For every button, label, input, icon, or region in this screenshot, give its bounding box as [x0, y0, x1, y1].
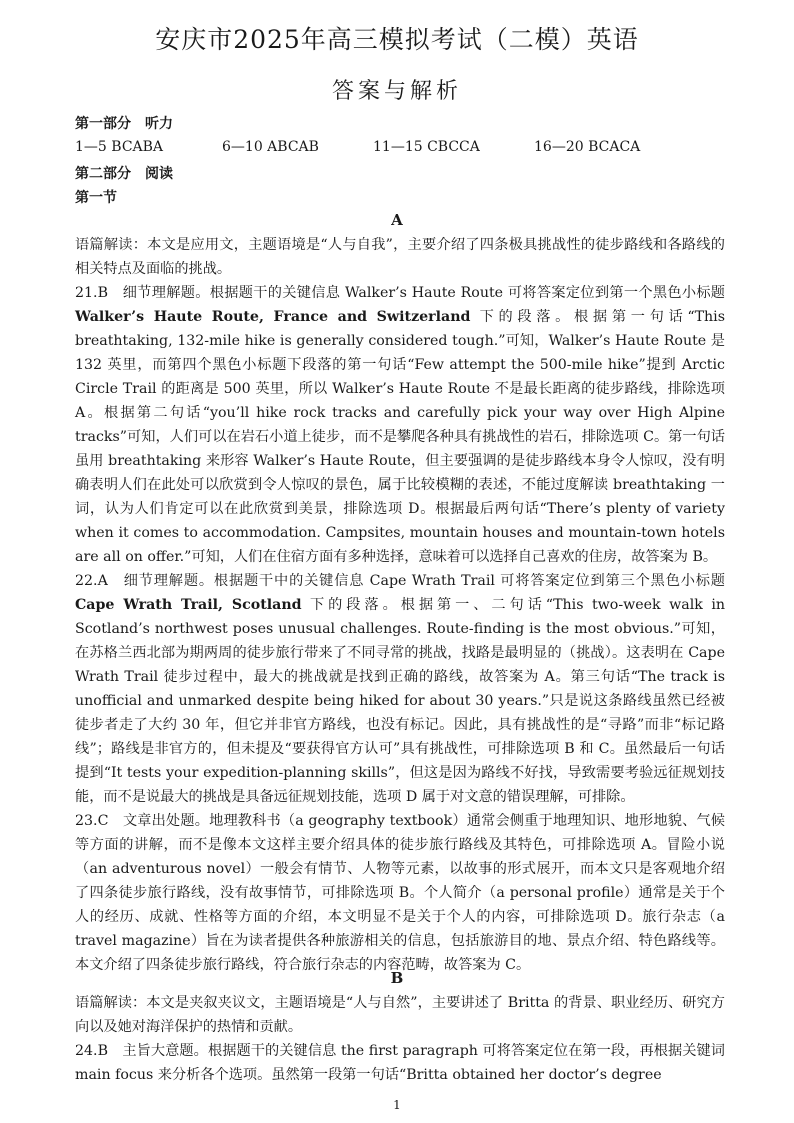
answer-24: 24.B 主旨大意题。根据题干的关键信息 the first paragraph 可将答案定位在第一段，再根据关键词 main focus 来分析各个选项。虽然第一段第一句话“Britta obtained her doctor’s degree: [75, 1043, 725, 1083]
passage-b-intro: 语篇解读：本文是夹叙夹议文，主题语境是“人与自然”，主要讲述了 Britta 的背景、职业经历、研究方向以及她对海洋保护的热情和贡献。: [75, 995, 725, 1035]
part1-heading: 第一部分 听力: [75, 116, 173, 132]
passage-a-intro: 语篇解读：本文是应用文，主题语境是“人与自我”，主要介绍了四条极具挑战性的徒步路线和各路线的相关特点及面临的挑战。: [75, 237, 725, 277]
answer-group-2: 6—10 ABCAB: [222, 139, 319, 155]
subtitle-cape-wrath-trail: Cape Wrath Trail, Scotland: [75, 597, 302, 613]
page-number: 1: [393, 1098, 401, 1112]
page-subtitle: 答案与解析: [331, 79, 462, 104]
answer-22: 22.A 细节理解题。根据题干中的关键信息 Cape Wrath Trail 可将答案定位到第三个黑色小标题 Cape Wrath Trail, Scotland 下的段落。根据第一、二句话“This two-week walk in Scotland’s northwest poses unusual challenges. Route-finding is the most obvious.”可知，在苏格兰西北部为期两周的徒步旅行带来了不同寻常的挑战，找路是最明显的（挑战）。这表明在 Cape Wrath Trail 徒步过程中，最大的挑战就是找到正确的路线，故答案为 A。第三句话“The track is unofficial and unmarked despite being hiked for about 30 years.”只是说这条路线虽然已经被徒步者走了大约 30 年，但它并非官方路线，也没有标记。因此，具有挑战性的是“寻路”而非“标记路线”；路线是非官方的，但未提及“要获得官方认可”具有挑战性，可排除选项 B 和 C。虽然最后一句话提到“It tests your expedition-planning skills”，但这是因为路线不好找，导致需要考验远征规划技能，而不是说最大的挑战是具备远征规划技能，选项 D 属于对文意的错误理解，可排除。: [75, 573, 725, 805]
passage-b-label: B: [390, 969, 404, 987]
answer-group-1: 1—5 BCABA: [75, 139, 164, 155]
part2-heading: 第二部分 阅读: [75, 166, 173, 182]
passage-a-analysis: [75, 233, 725, 977]
passage-b-analysis: [75, 991, 725, 1087]
page-title: 安庆市2025年高三模拟考试（二模）英语: [155, 25, 639, 54]
subtitle-walkers-haute-route: Walker’s Haute Route, France and Switzerland: [75, 309, 471, 325]
section-heading: 第一节: [75, 190, 117, 206]
answer-21: 21.B 细节理解题。根据题干的关键信息 Walker’s Haute Route 可将答案定位到第一个黑色小标题 Walker’s Haute Route, France and Switzerland 下的段落。根据第一句话“This breathtaking, 132-mile hike is generally considered tough.”可知，Walker’s Haute Route 是 132 英里，而第四个黑色小标题下段落的第一句话“Few attempt the 500-mile hike”提到 Arctic Circle Trail 的距离是 500 英里，所以 Walker’s Haute Route 不是最长距离的徒步路线，排除选项 A。根据第二句话“you’ll hike rock tracks and carefully pick your way over High Alpine tracks”可知，人们可以在岩石小道上徒步，而不是攀爬各种具有挑战性的岩石，排除选项 C。第一句话虽用 breathtaking 来形容 Walker’s Haute Route，但主要强调的是徒步路线本身令人惊叹，没有明确表明人们在此处可以欣赏到令人惊叹的景色，属于比较模糊的表述，不能过度解读 breathtaking 一词，认为人们肯定可以在此欣赏到美景，排除选项 D。根据最后两句话“There’s plenty of variety when it comes to accommodation. Campsites, mountain houses and mountain-town hotels are all on offer.”可知，人们在住宿方面有多种选择，意味着可以选择自己喜欢的住房，故答案为 B。: [75, 285, 725, 565]
answer-group-4: 16—20 BCACA: [534, 139, 641, 155]
answer-23: 23.C 文章出处题。地理教科书（a geography textbook）通常会侧重于地理知识、地形地貌、气候等方面的讲解，而不是像本文这样主要介绍具体的徒步旅行路线及其特色，可排除选项 A。冒险小说（an adventurous novel）一般会有情节、人物等元素，以故事的形式展开，而本文只是客观地介绍了四条徒步旅行路线，没有故事情节，可排除选项 B。个人简介（a personal profile）通常是关于个人的经历、成就、性格等方面的介绍，本文明显不是关于个人的内容，可排除选项 D。旅行杂志（a travel magazine）旨在为读者提供各种旅游相关的信息，包括旅游目的地、景点介绍、特色路线等。本文介绍了四条徒步旅行路线，符合旅行杂志的内容范畴，故答案为 C。: [75, 813, 725, 973]
passage-a-label: A: [391, 211, 403, 229]
answer-group-3: 11—15 CBCCA: [373, 139, 480, 155]
